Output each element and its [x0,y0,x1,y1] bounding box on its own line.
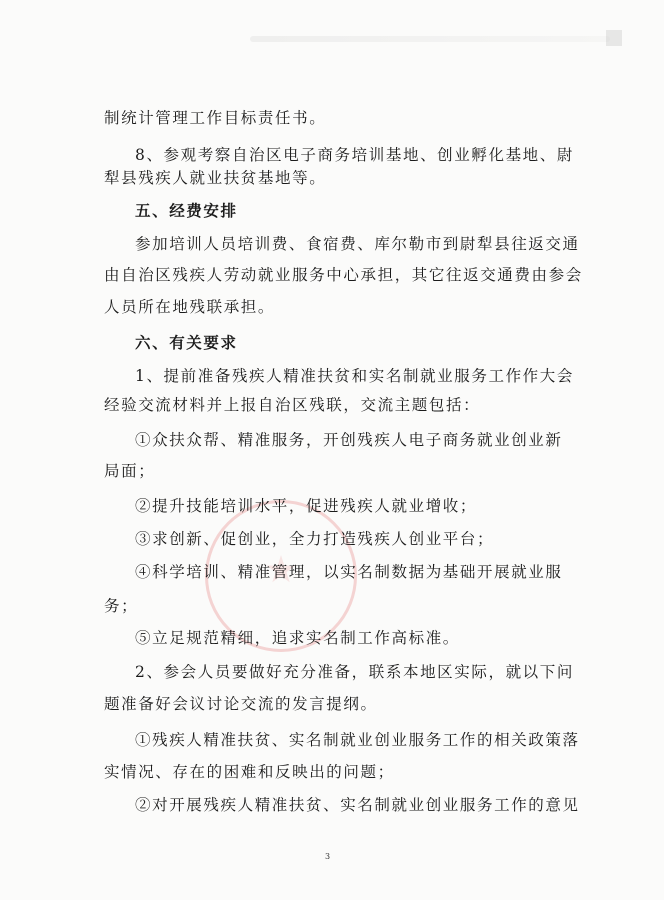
body-line: 人员所在地残联承担。 [104,298,276,316]
body-line: 制统计管理工作目标责任书。 [104,109,327,127]
body-line: ③求创新、促创业，全力打造残疾人创业平台； [135,530,495,548]
body-line: 由自治区残疾人劳动就业服务中心承担，其它往返交通费由参会 [104,266,583,284]
bleed-through-mark [606,30,622,46]
bleed-through-header [250,36,610,42]
body-line: 犁县残疾人就业扶贫基地等。 [104,169,327,187]
section-heading-requirements: 六、有关要求 [135,333,238,352]
page-number: 3 [325,852,331,861]
body-line: 局面； [104,462,156,480]
section-heading-funding: 五、经费安排 [135,201,238,220]
body-line: ②对开展残疾人精准扶贫、实名制就业创业服务工作的意见 [135,796,580,814]
body-line: ①残疾人精准扶贫、实名制就业创业服务工作的相关政策落 [135,731,580,749]
body-line: 1、提前准备残疾人精准扶贫和实名制就业服务工作作大会 [135,367,574,385]
body-line: 务； [104,597,139,615]
body-line: ②提升技能培训水平，促进残疾人就业增收； [135,497,478,515]
body-line: 实情况、存在的困难和反映出的问题； [104,763,395,781]
body-line: 8、参观考察自治区电子商务培训基地、创业孵化基地、尉 [135,146,574,164]
body-line: ⑤立足规范精细，追求实名制工作高标准。 [135,629,460,647]
body-line: 经验交流材料并上报自治区残联，交流主题包括： [104,396,481,414]
body-line: 2、参会人员要做好充分准备，联系本地区实际，就以下问 [135,663,574,681]
body-line: 题准备好会议讨论交流的发言提纲。 [104,695,378,713]
body-line: ④科学培训、精准管理，以实名制数据为基础开展就业服 [135,563,563,581]
body-line: 参加培训人员培训费、食宿费、库尔勒市到尉犁县往返交通 [135,235,580,253]
body-line: ①众扶众帮、精准服务，开创残疾人电子商务就业创业新 [135,431,563,449]
